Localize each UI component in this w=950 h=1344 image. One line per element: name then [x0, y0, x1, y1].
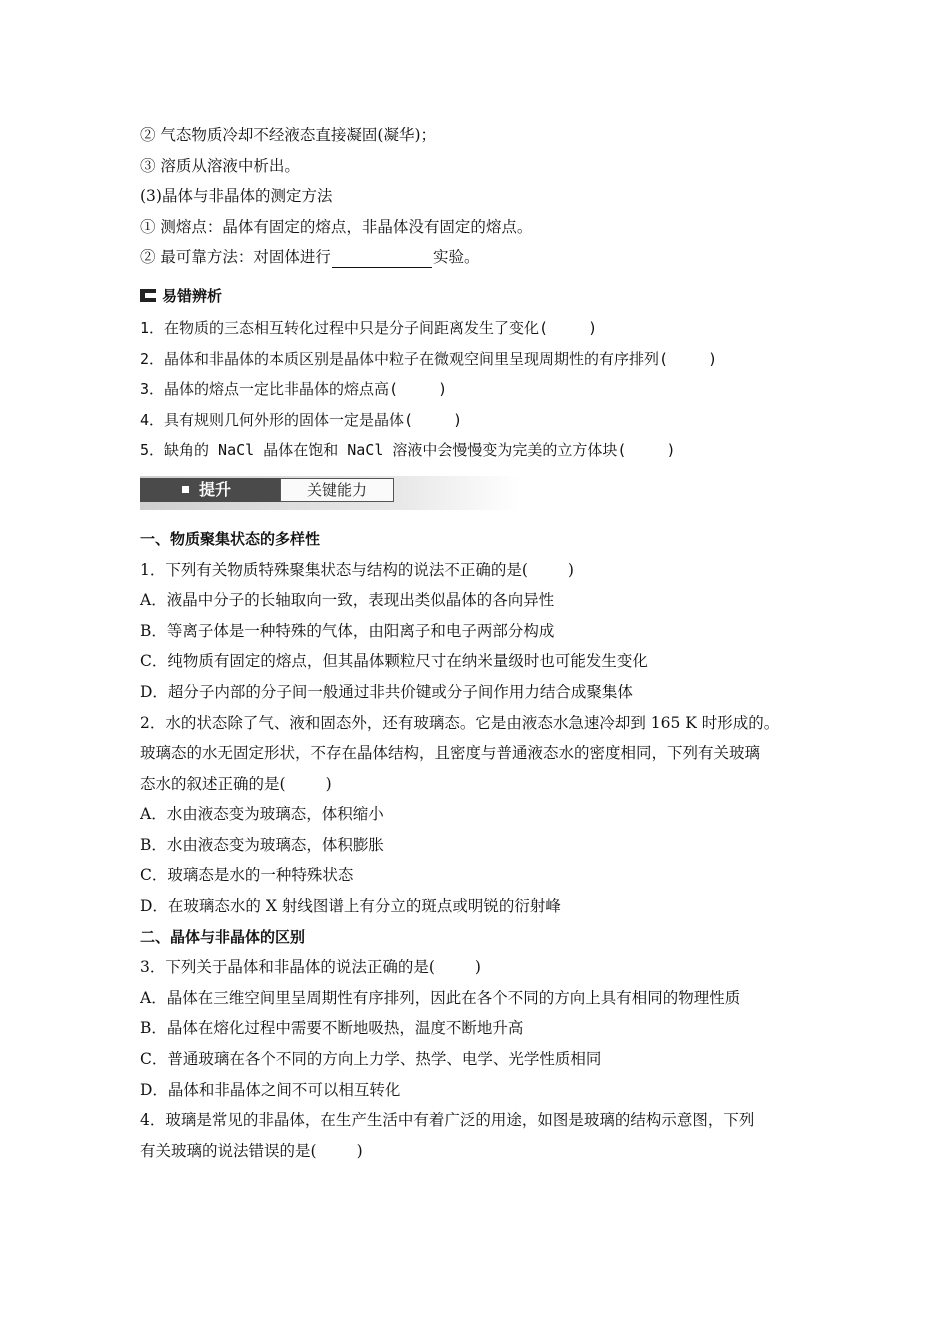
close-paren: )	[325, 774, 332, 793]
close-paren: )	[567, 560, 574, 579]
question-2-option-a: A．水由液态变为玻璃态，体积缩小	[140, 805, 384, 824]
close-paren: )	[708, 349, 718, 368]
question-3-option-c: C．普通玻璃在各个不同的方向上力学、热学、电学、光学性质相同	[140, 1050, 602, 1069]
question-1-option-d: D．超分子内部的分子间一般通过非共价键或分子间作用力结合成聚集体	[140, 682, 633, 701]
section-title-1: 一、物质聚集状态的多样性	[140, 529, 321, 548]
error-item-text: 2．晶体和非晶体的本质区别是晶体中粒子在微观空间里呈现周期性的有序排列(	[140, 349, 669, 368]
question-2-stem-line-1: 2．水的状态除了气、液和固态外，还有玻璃态。它是由液态水急速冷却到 165 K 时形成的。	[140, 713, 780, 732]
error-analysis-icon	[140, 289, 156, 302]
banner-left-text: 提升	[199, 479, 232, 499]
intro-line-3: (3)晶体与非晶体的测定方法	[140, 187, 333, 206]
square-bullet-icon	[182, 486, 189, 493]
question-1-option-a: A．液晶中分子的长轴取向一致，表现出类似晶体的各向异性	[140, 591, 555, 610]
error-item-text: 4．具有规则几何外形的固体一定是晶体(	[140, 410, 414, 429]
banner-label-right: 关键能力	[280, 478, 394, 502]
question-4-stem-line-2	[140, 1136, 830, 1167]
intro-line-4: ① 测熔点：晶体有固定的熔点，非晶体没有固定的熔点。	[140, 217, 533, 236]
question-3-option-d: D．晶体和非晶体之间不可以相互转化	[140, 1080, 401, 1099]
intro-line-1: ② 气态物质冷却不经液态直接凝固(凝华)；	[140, 126, 437, 144]
error-analysis-title: 易错辨析	[162, 286, 223, 305]
close-paren: )	[453, 410, 463, 429]
question-2-stem-line-3	[140, 769, 830, 800]
question-4-stem-line-1: 4．玻璃是常见的非晶体，在生产生活中有着广泛的用途，如图是玻璃的结构示意图，下列	[140, 1111, 755, 1130]
intro-line-5-text: ② 最可靠方法：对固体进行	[140, 248, 331, 267]
question-2-stem-line-2: 玻璃态的水无固定形状，不存在晶体结构，且密度与普通液态水的密度相同，下列有关玻璃	[140, 744, 761, 763]
question-1-option-c: C．纯物质有固定的熔点，但其晶体颗粒尺寸在纳米量级时也可能发生变化	[140, 652, 648, 671]
banner-label-left	[140, 478, 280, 502]
close-paren: )	[666, 441, 676, 460]
question-2-option-c: C．玻璃态是水的一种特殊状态	[140, 866, 354, 885]
question-1-option-b: B．等离子体是一种特殊的气体，由阳离子和电子两部分构成	[140, 621, 555, 640]
list-item	[140, 313, 830, 344]
section-title-2: 二、晶体与非晶体的区别	[140, 927, 306, 946]
close-paren: )	[356, 1141, 363, 1160]
list-item	[140, 344, 830, 375]
error-analysis-heading	[140, 281, 830, 311]
question-2-option-d: D．在玻璃态水的 X 射线图谱上有分立的斑点或明锐的衍射峰	[140, 897, 561, 916]
list-item	[140, 435, 830, 466]
error-item-text: 1．在物质的三态相互转化过程中只是分子间距离发生了变化(	[140, 318, 549, 337]
error-analysis-list	[140, 313, 830, 466]
question-3-option-b: B．晶体在熔化过程中需要不断地吸热，温度不断地升高	[140, 1019, 524, 1038]
question-3-stem	[140, 952, 830, 983]
section-banner	[140, 476, 520, 510]
close-paren: )	[474, 958, 481, 977]
intro-line-2: ③ 溶质从溶液中析出。	[140, 156, 300, 175]
intro-line-5-end: 实验。	[432, 248, 480, 267]
question-text: 1．下列有关物质特殊聚集状态与结构的说法不正确的是(	[140, 560, 528, 579]
close-paren: )	[588, 318, 598, 337]
document-page	[140, 120, 830, 1166]
question-text: 有关玻璃的说法错误的是(	[140, 1141, 317, 1160]
error-item-text: 3．晶体的熔点一定比非晶体的熔点高(	[140, 380, 399, 399]
list-item	[140, 374, 830, 405]
question-text: 态水的叙述正确的是(	[140, 774, 286, 793]
question-2-option-b: B．水由液态变为玻璃态，体积膨胀	[140, 835, 384, 854]
intro-line-5	[140, 242, 830, 273]
question-1-stem	[140, 555, 830, 586]
question-text: 3．下列关于晶体和非晶体的说法正确的是(	[140, 958, 435, 977]
question-3-option-a: A．晶体在三维空间里呈周期性有序排列，因此在各个不同的方向上具有相同的物理性质	[140, 988, 741, 1007]
fill-in-blank	[332, 249, 432, 268]
list-item	[140, 405, 830, 436]
close-paren: )	[438, 380, 448, 399]
error-item-text: 5．缺角的 NaCl 晶体在饱和 NaCl 溶液中会慢慢变为完美的立方体块(	[140, 441, 627, 460]
